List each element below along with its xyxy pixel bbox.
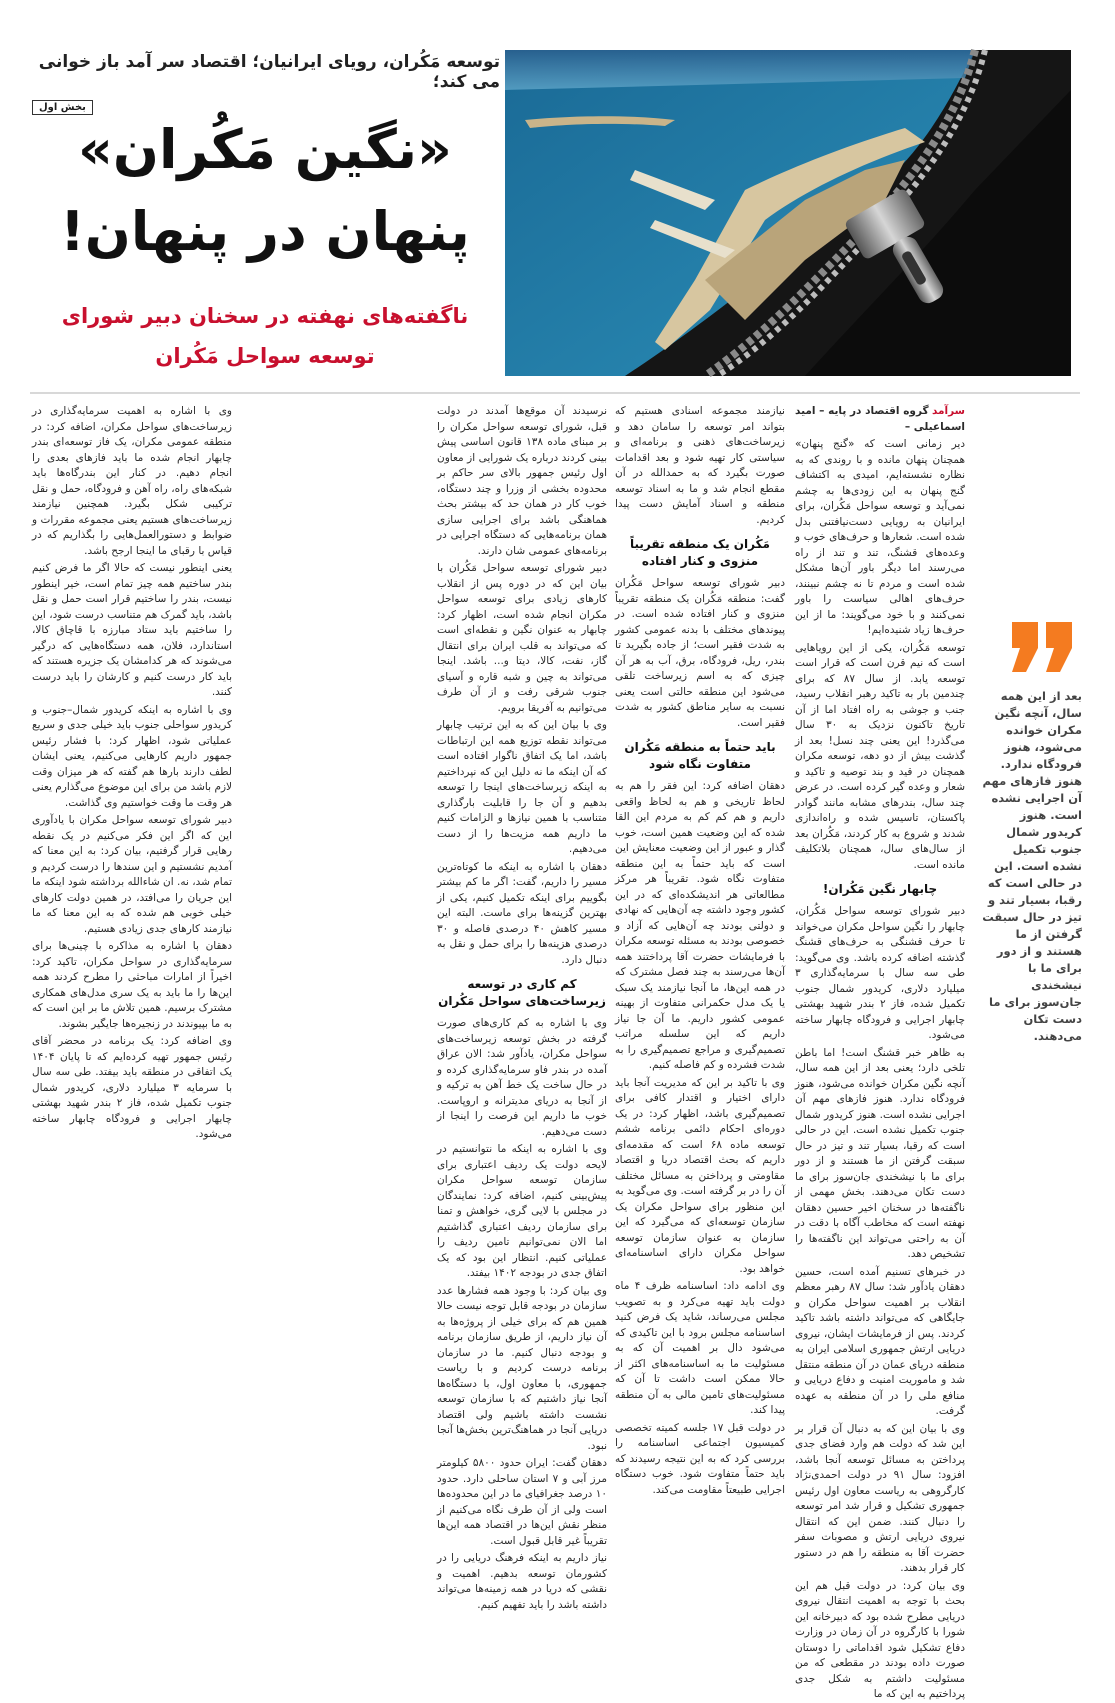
paragraph: وی ادامه داد: اساسنامه ظرف ۴ ماه دولت باید تهیه می‌کرد و به تصویب مجلس می‌رساند، شاید یک فرض کنید اساسنامه مجلس برود با این تاکیدی که می‌شود دال بر اهمیت آن که به مسئولیت ما به اساسنامه‌های اکثر از حالا ممکن است داشت تا آن که مسئولیت‌های تامین مالی به آن منطقه پیدا کند. — [615, 1280, 785, 1416]
paragraph: دبیر شورای توسعه سواحل مَکُران با بیان این که در دوره پس از انقلاب کارهای زیادی برای توسعه سواحل مکران انجام شده است، اظهار کرد: چابهار به عنوان نگین و نقطه‌ای است که می‌تواند به قلب ایران برای انتقال گاز، نفت، کالا، دیتا و... باشد. اینجا می‌تواند به چین و شبه قاره و آسیای جنوب شرقی رفت و از آن طرف می‌توانیم به آفریقا برویم. — [437, 562, 607, 714]
article-column-3 — [437, 404, 608, 1611]
paragraph: یعنی اینطور نیست که حالا اگر ما فرض کنیم بندر ساختیم همه چیز تمام است، خیر اینطور نیست، بندر را ساختیم قرار است حمل و نقل باشد، باید گمرک هم متناسب درست شود، این را ساختیم باید ستاد مبارزه با قاچاق کالا، استاندارد، فلان، همه دستگاه‌هایی که درگیر می‌شوند که هر کدامشان یک جزیره هستند که باید کار درست کنیم و کارشان را باید درست کنند. — [32, 562, 232, 698]
port-zipper-image — [505, 50, 1071, 376]
paragraph: وی با بیان این که به دنبال آن قرار بر این شد که دولت هم وارد فضای جدی پرداختن به مسائل توسعه آنجا باشد، افزود: سال ۹۱ در دولت احمدی‌نژاد کارگروهی به ریاست معاون اول رئیس جمهوری تشکیل و قرار شد امر توسعه را دنبال کنند. ضمن این که انتقال نیروی دریایی ارتش و مصوبات سفر حضرت آقا به منطقه را هم در دستور کار قرار بدهند. — [795, 1422, 965, 1574]
paragraph: دبیر شورای توسعه سواحل مَکُران، چابهار را نگین سواحل مکران می‌خواند تا حرف قشنگی به حرف‌های قشنگ گذشته اضافه کرده باشد. وی می‌گوید: طی سه سال با سرمایه‌گذاری ۳ میلیارد دلاری، کریدور شمال جنوب تکمیل شده، فاز ۲ بندر شهید بهشتی چابهار اجرایی و فرودگاه چابهار ساخته می‌شود. — [795, 905, 965, 1041]
paragraph: وی با اشاره به اهمیت سرمایه‌گذاری در زیرساخت‌های سواحل مکران، اضافه کرد: در منطقه عمومی مکران، یک فاز توسعه‌ای بندر چابهار انجام شده ما باید فازهای بعدی را انجام دهیم. در کنار این بندرگاه‌ها باید شبکه‌های راه، راه آهن و فرودگاه، حمل و نقل ترکیبی شکل بگیرد. همچنین نیازمند زیرساخت‌های هستیم یعنی مجموعه مقررات و ضوابط و دستورالعمل‌هایی را بگذاریم که در قیاس با رقبای ما اینجا ارجح باشد. — [32, 405, 232, 557]
section-subheading: مَکُران یک منطقه تقریباً منزوی و کنار افتاده — [629, 537, 770, 568]
paragraph: دبیر شورای توسعه سواحل مَکُران گفت: منطقه مَکُران یک منطقه تقریباً منزوی و کنار افتاده شده است. در پیوندهای مختلف با بدنه عمومی کشور به شدت فقیر است؛ از جاده بگیرید تا بندر، ریل، فرودگاه، برق، آب به هر آن چیزی که به اسم زیرساخت تلقی می‌شود این منطقه حالتی است یعنی نسبت به سایر مناطق کشور به شدت فقیر است. — [615, 577, 785, 729]
sidebar-quote: بعد از این همه سال، آنچه نگین مکران خوانده می‌شود، هنوز فرودگاه ندارد. هنوز فازهای مهم آن اجرایی نشده است. هنوز کریدور شمال جنوب تکمیل نشده است. این در حالی است که رقبا، بسیار تند و تیز در حال سبقت گرفتن از ما هستند و از دور برای ما با نیشخندی جان‌سوز برای ما دست تکان می‌دهند. — [982, 689, 1082, 1043]
paragraph: دهقان با اشاره به مذاکره با چینی‌ها برای سرمایه‌گذاری در سواحل مکران، تاکید کرد: اخیراً از امارات مباحثی را مطرح کردند همه این‌ها را ما باید به یک سری مدل‌های همکاری مشترک برسیم. همین تلاش ما بر این است که به ما بپیوندند در زنجیره‌ها جایگیر بشوند. — [32, 940, 232, 1030]
paragraph: وی با اشاره به کم کاری‌های صورت گرفته در بخش توسعه زیرساخت‌های سواحل مکران، یادآور شد: الان عراق آمده در بندر فاو سرمایه‌گذاری کرده و در حال ساخت یک خط آهن به ترکیه و از آنجا به دریای مدیترانه و اروپاست. خوب ما داریم این فرصت را اینجا از دست می‌دهیم. — [437, 1017, 607, 1138]
paragraph: دبیر شورای توسعه سواحل مکران با یادآوری این که اگر این فکر می‌کنیم در یک نقطه رهایی قرار گرفتیم، بیان کرد: به این معنا که آمدیم نشستیم و این سندها را درست کردیم و تمام شد، نه. ان شاءالله برداشته شود اینکه ما این جریان را می‌افتد، در همین دولت کارهای خیلی خوبی هم شده که به این معنا که ما نیازمند کارهای جدی زیادی هستیم. — [32, 814, 232, 935]
paragraph: نرسیدند آن موقع‌ها آمدند در دولت قبل، شورای توسعه سواحل مکران را بر مبنای ماده ۱۳۸ قانون اساسی پیش بینی کردند درباره یک شورایی از معاون اول رئیس جمهور بالای سر حاکم بر محدوده بخشی از وزرا و چند دستگاه، خوب کار در همان حد که بیشتر بحث هماهنگی باشد برای اجرایی سازی همان برنامه‌هایی که دستگاه اجرایی در برنامه‌های عمومی شان دارند. — [437, 405, 608, 557]
divider — [30, 392, 1080, 394]
paragraph: نیاز داریم به اینکه فرهنگ دریایی را در کشورمان توسعه بدهیم. اهمیت و نقشی که دریا در همه زمینه‌ها می‌تواند داشته باشد را باید تفهیم کنیم. — [437, 1552, 607, 1611]
paragraph: دهقان اضافه کرد: این فقر را هم به لحاظ تاریخی و هم به لحاظ واقعی داریم و هم کم کم به مردم این القا شده که این وضعیت همین است، خوب گذار و عبور از این وضعیت معنایش این است که باید حتماً به این منطقه متفاوت نگاه شود. تقریباً هر مرکز مطالعاتی هر اندیشکده‌ای که در این کشور وجود داشته چه آن‌هایی که نهادی و دولتی بودند چه آن‌هایی که آزاد و خصوصی بودند به مسئله توسعه مکران با فرمایشات حضرت آقا پرداختند همه آن‌ها می‌رسند به چند فصل مشترک که در همه این‌ها، ما آنجا نیازمند یک سبک یا یک مدل حکمرانی متفاوت از بهینه عمومی کشور داریم. ما آن جا نیاز داریم که این سلسله مراتب تصمیم‌گیری و مراجع تصمیم‌گیری را به شدت فشرده و کم فاصله کنیم. — [615, 780, 785, 1071]
byline-text: گروه اقتصاد در پایه – امید اسماعیلی – — [795, 405, 965, 433]
section-subheading: چابهار نگین مَکُران! — [822, 882, 938, 896]
subheadline: ناگفته‌های نهفته در سخنان دبیر شورای توسعه سواحل مَکُران — [61, 304, 469, 368]
paragraph: وی با تاکید بر این که مدیریت آنجا باید دارای اختیار و اقتدار کافی برای تصمیم‌گیری باشد، اظهار کرد: در یک دوره‌ای احکام دائمی برنامه ششم توسعه ماده ۶۸ است که مقدمه‌ای داریم که بحث اقتصاد دریا و اقتصاد مقاومتی و پرداختن به مسائل مختلف آن را در بر گرفته است. وی می‌گوید به این منظور برای سواحل مکران یک سازمان توسعه‌ای که می‌گیرد که این سازمان به عنوان سازمان توسعه سواحل مکران دارای اساسنامه‌ای خواهد بود. — [615, 1076, 785, 1275]
headline-line1: «نگین مَکُران» — [78, 118, 452, 181]
port-illustration — [505, 50, 1071, 376]
kicker: توسعه مَکُران، رویای ایرانیان؛ اقتصاد سر آمد باز خوانی می کند؛ — [38, 52, 500, 92]
paragraph: وی بیان کرد: با وجود همه فشارها عدد سازمان در بودجه قابل توجه نیست حالا همین هم که برای خیلی از پروژه‌ها به آن نیاز داریم، از طریق سازمان برنامه و بودجه دنبال کنیم. ما در سازمان برنامه درست کردیم و با ریاست جمهوری، با معاون اول، با دستگاه‌ها آنجا نیاز داشتیم که با سازمان توسعه نشست داشته باشیم ولی اقتصاد دریایی آنجا در هماهنگ‌ترین بخش‌ها آنجا نبود. — [437, 1284, 607, 1452]
headline-line2: پنهان در پنهان! — [60, 200, 470, 263]
paragraph: دهقان با اشاره به اینکه ما کوتاه‌ترین مسیر را داریم، گفت: اگر ما کم بیشتر بگوییم برای اینکه تکمیل کنیم، یکی از بهترین گزینه‌ها برای ماست. البته این مسیر کاهش ۴۰ درصدی فاصله و ۳۰ درصدی هزینه‌ها را برای حمل و نقل به دنبال دارد. — [437, 860, 608, 966]
paragraph: در خبرهای تسنیم آمده است، حسین دهقان یادآور شد: سال ۸۷ رهبر معظم انقلاب بر اهمیت سواحل مکران و جایگاهی که می‌تواند داشته باشد تاکید کردند. پس از فرمایشات ایشان، نیروی دریایی ارتش جمهوری اسلامی ایران به منطقه دریای عمان در آن منطقه منتقل شد و ماموریت امنیت و دفاع دریایی و منافع ملی را در آن منطقه به عهده گرفت. — [795, 1265, 965, 1417]
paragraph: نیازمند مجموعه اسنادی هستیم که بتواند امر توسعه را سامان دهد و زیرساخت‌های ذهنی و برنامه‌ای و سیاستی کار تهیه شود و بعد اقدامات صورت بگیرد که به حمدالله در آن مقطع انجام شد و ما به اسناد توسعه منطقه و اسناد آمایش دست پیدا کردیم. — [615, 405, 785, 526]
paragraph: دهقان گفت: ایران حدود ۵۸۰۰ کیلومتر مرز آبی و ۷ استان ساحلی دارد. حدود ۱۰ درصد جغرافیای ما در این محدوده‌ها است ولی از آن طرف نگاه می‌کنیم از منظر نقش این‌ها در اقتصاد همه این‌ها تقریباً غیر قابل قبول است. — [437, 1457, 607, 1547]
paragraph: وی اضافه کرد: یک برنامه در محضر آقای رئیس جمهور تهیه کرده‌ایم که تا پایان ۱۴۰۴ یک اتفاقی در منطقه باید بیفتد. طی سه سال با سرمایه ۳ میلیارد دلاری، کریدور شمال جنوب تکمیل شده، فاز ۲ بندر شهید بهشتی چابهار اجرایی و فرودگاه چابهار ساخته می‌شود. — [32, 1035, 232, 1140]
paragraph: وی با اشاره به اینکه ما نتوانستیم در لایحه دولت یک ردیف اعتباری برای سازمان توسعه سواحل مکران پیش‌بینی کنیم، اضافه کرد: نمایندگان در مجلس با لایی گری، خواهش و تمنا برای سازمان ردیف اعتباری گذاشتیم اما الان نمی‌توانیم تامین ردیف را عملیاتی کنیم. انتظار این بود که یک اتفاق جدی در بودجه ۱۴۰۲ بیفتد. — [437, 1143, 607, 1279]
quote-icon — [1002, 612, 1082, 682]
paragraph: وی با اشاره به اینکه کریدور شمال–جنوب و کریدور سواحلی جنوب باید خیلی جدی و سریع عملیاتی شود، اظهار کرد: با فشار رئیس جمهور داریم کارهایی می‌کنیم، یعنی ایشان لطف دارند بارها هم گفته که هر میزان وقت لازم باشد من برای این موضوع می‌گذارم یعنی هر وقت ما وقت خواستیم وی گذاشت. — [32, 703, 232, 809]
paragraph: توسعه مَکُران، یکی از این رویاهایی است که نیم قرن است که قرار است توسعه یابد. از سال ۸۷ که برای چندمین بار به تاکید رهبر انقلاب رسید، جنب و جوشی به راه افتاد اما از آن تاریخ تاکنون نزدیک به ۳۰ سال می‌گذرد! این یعنی چند نسل! بعد از گذشت بیش از دو دهه، توسعه مکران همچنان در قید و بند توصیه و تاکید و شعار و وعده گیر کرده است. در عرض چند سال، بندرهای مشابه مانند گوادر پاکستان، تاسیس شده و راه‌اندازی شدند و شروع به کار کردند، مَکُران بعد از سال‌های سال، همچنان بلاتکلیف مانده است. — [795, 641, 965, 871]
article-column-2 — [615, 404, 785, 1496]
paragraph: در دولت قبل ۱۷ جلسه کمیته تخصصی کمیسیون اجتماعی اساسنامه را بررسی کرد که به این نتیجه رسیدند که باید حتماً متفاوت شود. خوب دستگاه اجرایی طبیعتاً مقاومت می‌کند. — [615, 1421, 785, 1496]
article-column-4 — [32, 404, 232, 1400]
section-subheading: کم کاری در توسعه زیرساخت‌های سواحل مَکُران — [438, 977, 606, 1008]
paragraph: به ظاهر خبر قشنگ است! اما باطن تلخی دارد؛ یعنی بعد از این همه سال، آنچه نگین مکران خوانده می‌شود، هنوز فرودگاه ندارد. هنوز فازهای مهم آن اجرایی نشده است. هنوز کریدور شمال جنوب تکمیل نشده است. این در حالی است که رقبا، بسیار تند و تیز در حال سبقت گرفتن از ما هستند و از دور برای ما با نیشخندی جان‌سوز برای ما دست تکان می‌دهند. بخش مهمی از ناگفته‌ها در سخنان اخیر حسین دهقان نهفته است که مخاطب آگاه با دقت در آن به راحتی می‌تواند این ناگفته‌ها را تشخیص دهد. — [795, 1046, 965, 1260]
article-column-1 — [795, 404, 965, 1700]
part-label: بخش اول — [32, 100, 93, 115]
paragraph: وی با بیان این که به این ترتیب چابهار می‌تواند نقطه توزیع همه این ارتباطات باشد، اما یک اتفاق ناگوار افتاده است که آن اینکه ما نه دلیل این که نپرداختیم به اینکه زیرساخت‌های اینجا را توسعه بدهیم و آن جا را قابلیت بارگذاری متناسب با همین نیازها و الزامات کنیم ما داریم همه مزیت‌ها را از دست می‌دهیم. — [437, 719, 607, 855]
byline — [795, 404, 965, 435]
paragraph: وی بیان کرد: در دولت قبل هم این بحث با توجه به اهمیت انتقال نیروی دریایی مطرح شده بود که دبیرخانه این شورا با کارگروه در آن زمان در وزارت دفاع تشکیل شود اقداماتی را دوستان صورت داده بودند در مقطعی که من مسئولیت داشتم به شکل جدی پرداختیم به این که ما — [795, 1579, 965, 1700]
brand-logo: سرآمد — [931, 405, 965, 417]
section-subheading: باید حتماً به منطقه مَکُران متفاوت نگاه شود — [624, 740, 776, 771]
paragraph: دیر زمانی است که «گنج پنهان» همچنان پنهان مانده و با روندی که به نظاره نشسته‌ایم، امیدی به اکتشاف گنج پنهان به این زودی‌ها به چشم نمی‌آید و توسعه سواحل مَکُران، برای ایرانیان به رویایی دست‌نیافتنی بدل شده است. شعارها و حرف‌های خوب و وعده‌های قشنگ، تند و تند از راه می‌رسند اما دیگر باور آن‌ها مشکل شده است و مردم تا نه چشم نبینند، حرف‌های اهالی سیاست را باور نمی‌کنند و با خود می‌گویند: ما از این حرف‌ها زیاد شنیده‌ایم! — [795, 438, 965, 636]
